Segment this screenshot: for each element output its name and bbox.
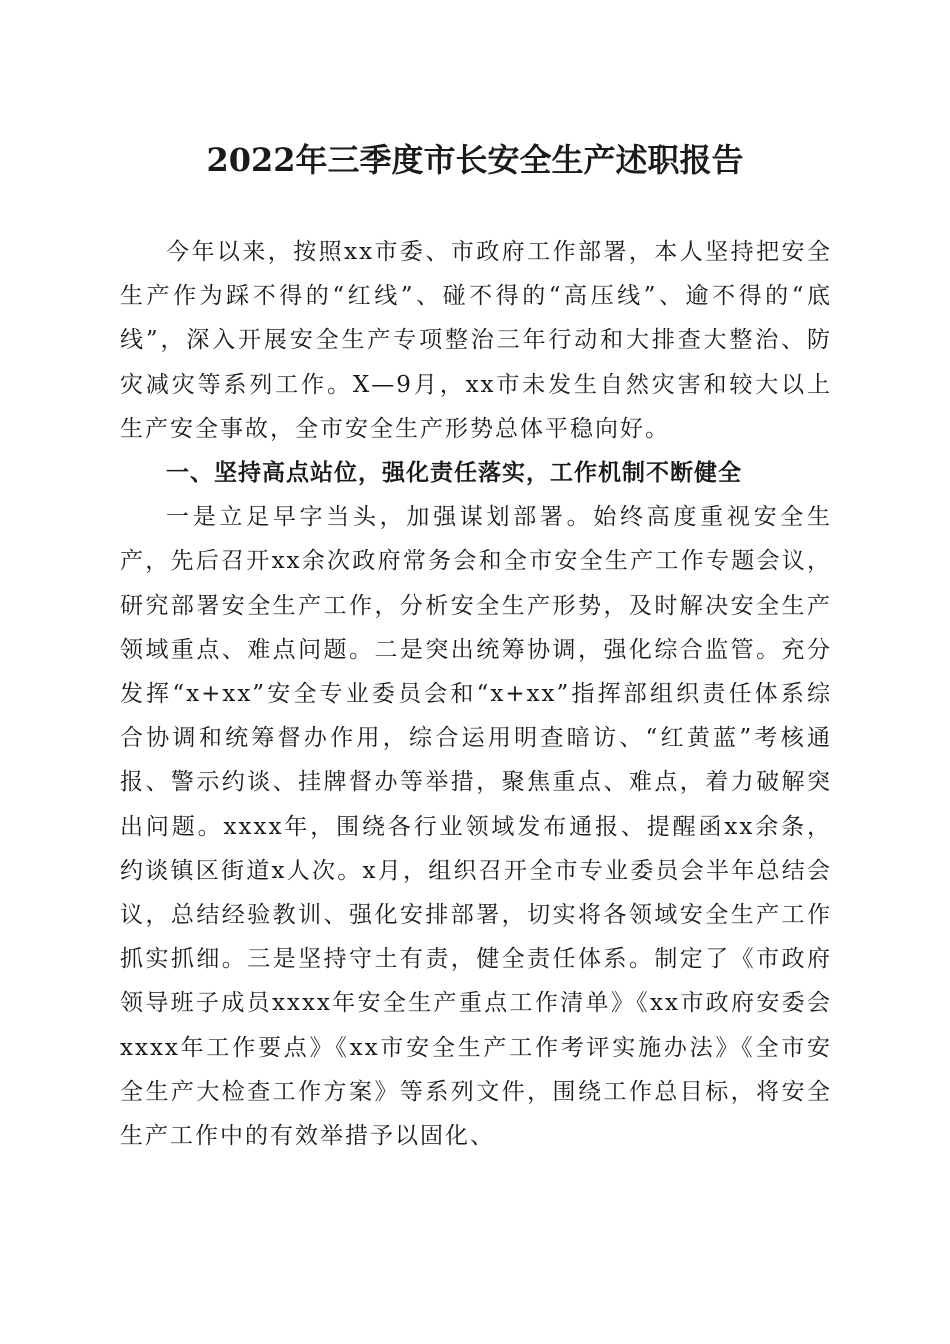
document-title: 2022年三季度市长安全生产述职报告: [206, 141, 744, 179]
section-1-paragraph: 一是立足早字当头，加强谋划部署。始终高度重视安全生产，先后召开xx余次政府常务会和全市安全生产工作专题会议，研究部署安全生产工作，分析安全生产形势，及时解决安全生产领域重点、难点问题。二是突出统筹协调，强化综合监管。充分发挥“x+xx”安全专业委员会和“x+xx”指挥部组织责任体系综合协调和统筹督办作用，综合运用明查暗访、“红黄蓝”考核通报、警示约谈、挂牌督办等举措，聚焦重点、难点，着力破解突出问题。xxxx年，围绕各行业领域发布通报、提醒函xx余条，约谈镇区街道x人次。x月，组织召开全市专业委员会半年总结会议，总结经验教训、强化安排部署，切实将各领域安全生产工作抓实抓细。三是坚持守土有责，健全责任体系。制定了《市政府领导班子成员xxxx年安全生产重点工作清单》《xx市政府安委会xxxx年工作要点》《xx市安全生产工作考评实施办法》《全市安全生产大检查工作方案》等系列文件，围绕工作总目标，将安全生产工作中的有效举措予以固化、: [120, 504, 832, 1150]
intro-block: [120, 230, 832, 451]
section-1-heading: 一、坚持高点站位，强化责任落实，工作机制不断健全: [166, 460, 742, 486]
intro-paragraph: 今年以来，按照xx市委、市政府工作部署，本人坚持把安全生产作为踩不得的“红线”、碰不得的“高压线”、逾不得的“底线”，深入开展安全生产专项整治三年行动和大排查大整治、防灾减灾等系列工作。X—9月，xx市未发生自然灾害和较大以上生产安全事故，全市安全生产形势总体平稳向好。: [120, 239, 832, 442]
section-1: [120, 451, 832, 1158]
